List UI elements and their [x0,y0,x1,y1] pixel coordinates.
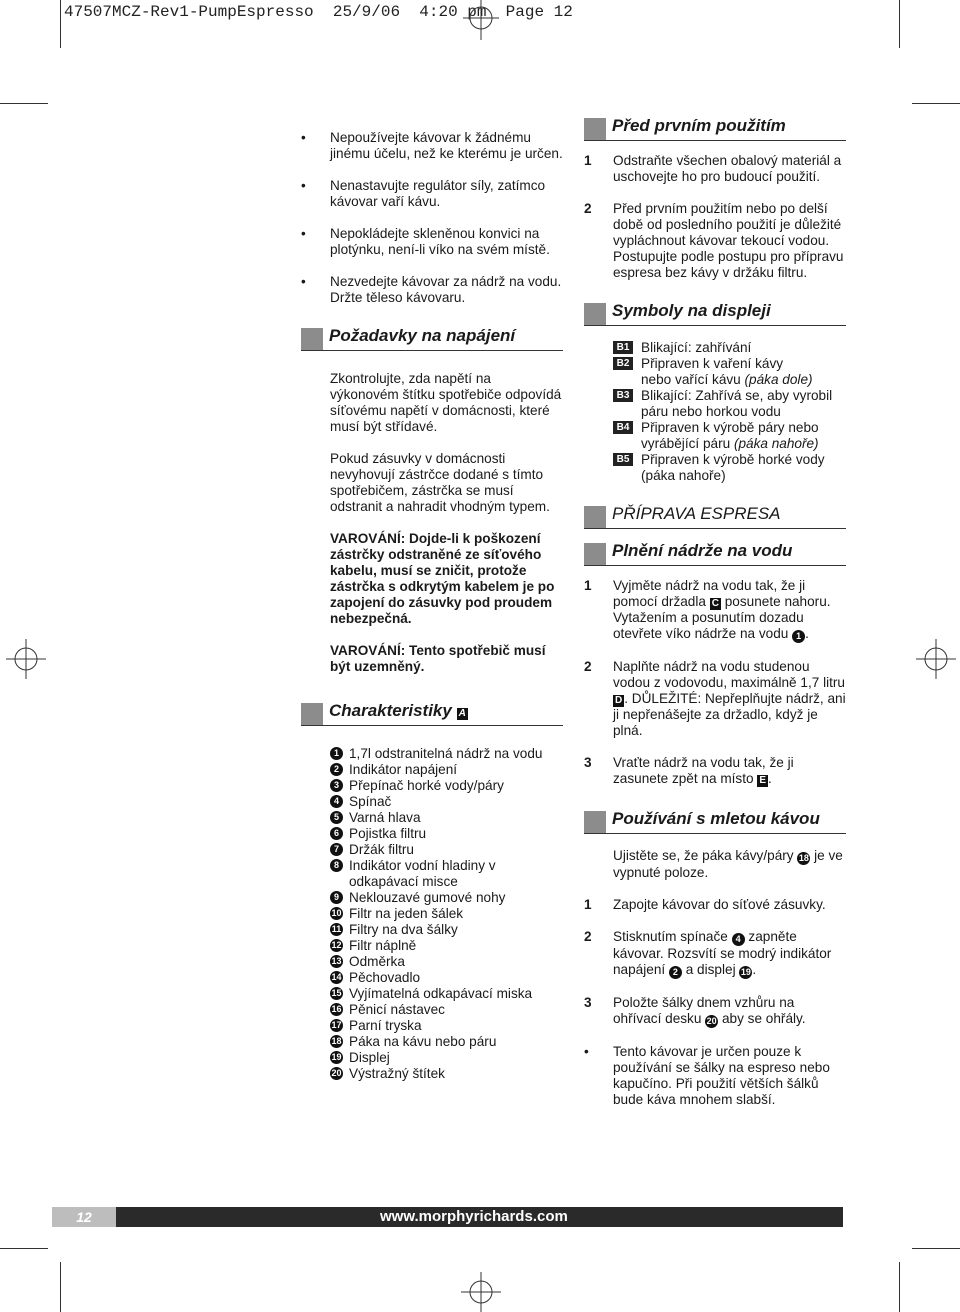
callout-number: 11 [331,924,342,934]
callout-number: 3 [330,779,343,792]
feature-item [301,922,563,938]
feature-label: Výstražný štítek [349,1066,445,1081]
crop-mark [899,0,900,48]
callout-number: 16 [331,1004,342,1014]
symbols-list [584,340,846,484]
section-heading-first-use: Před prvním použitím [584,118,846,141]
numbered-step: 1 Vyjměte nádrž na vodu tak, že ji pomocí držadla C posunete nahoru. Vytažením a posunutím dozadu otevřete víko nádrže na vodu 1 . [584,578,831,641]
symbol-label: Blikající: Zahřívá se, aby vyrobil [641,388,833,403]
heading-square [301,703,323,725]
features-list [301,746,563,1082]
section-heading-prep: PŘÍPRAVA ESPRESA [584,506,846,529]
symbol-item [584,452,846,484]
display-symbol-icon: B3 [613,389,633,402]
crop-mark [0,1248,48,1249]
feature-label: Pěchovadlo [349,970,421,985]
feature-item [301,1034,563,1050]
figure-label-box: D [615,695,623,706]
feature-label: Displej [349,1050,390,1065]
feature-item [301,1066,563,1082]
crop-mark [912,103,960,104]
callout-number: 19 [331,1052,342,1062]
symbol-label-cont: páru nebo horkou vodu [641,404,781,419]
feature-item [301,954,563,970]
symbol-label-cont: (páka nahoře) [641,468,726,483]
feature-label: Spínač [349,794,392,809]
warning-text: VAROVÁNÍ: Tento spotřebič musí být uzemněný. [330,643,546,674]
figure-label-box: C [711,598,719,609]
callout-number: 13 [331,956,342,966]
callout-number: 1 [330,747,343,760]
callout-number: 4 [330,795,343,808]
callout-number: 6 [330,827,343,840]
symbol-label-cont: nebo vařící kávu (páka dole) [641,372,813,387]
figure-label-box: E [759,775,766,786]
symbol-item [584,388,846,420]
bullet-item: • Nepoužívejte kávovar k žádnému jinému účelu, než ke kterému je určen. [301,130,563,162]
callout-number: 8 [330,859,343,872]
callout-number: 9 [330,891,343,904]
display-symbol-icon: B5 [613,453,633,466]
feature-label: Parní tryska [349,1018,422,1033]
heading-square [584,506,606,528]
symbol-label: Připraven k vaření kávy [641,356,784,371]
feature-item [301,986,563,1002]
callout-number: 2 [330,763,343,776]
feature-label: Pojistka filtru [349,826,427,841]
callout-number: 7 [330,843,343,856]
feature-item [301,826,563,842]
symbol-item [584,420,846,452]
feature-item [301,938,563,954]
bullet-item: • Nepokládejte skleněnou konvici na plotýnku, není-li víko na svém místě. [301,226,563,258]
symbol-label: Blikající: zahřívání [641,340,752,355]
heading-square [584,118,606,140]
section-heading-features: Charakteristiky A [301,703,563,726]
callout-number: 20 [706,1016,717,1026]
numbered-step: 3 Vraťte nádrž na vodu tak, že ji zasunete zpět na místo E . [584,755,794,786]
heading-square [584,303,606,325]
crop-mark [899,1262,900,1312]
feature-label: Odměrka [349,954,405,969]
symbol-label: Připraven k výrobě páry nebo [641,420,819,435]
feature-label: 1,7l odstranitelná nádrž na vodu [349,746,543,761]
feature-label: Pěnicí nástavec [349,1002,445,1017]
feature-item [301,842,563,858]
crop-mark [60,1262,61,1312]
symbol-item [584,340,846,356]
power-paragraph: Zkontrolujte, zda napětí na výkonovém štítku spotřebiče odpovídá síťovému napětí v domácnosti, které musí být střídavé. [330,371,562,434]
feature-label: Indikátor vodní hladiny v odkapávací misce [349,858,496,889]
feature-item [301,778,563,794]
callout-number: 19 [740,967,751,977]
section-heading-power: Požadavky na napájení [301,328,563,351]
heading-square [584,543,606,565]
registration-mark-top [461,0,501,40]
section-heading-fill: Plnění nádrže na vodu [584,543,846,566]
feature-label: Neklouzavé gumové nohy [349,890,506,905]
feature-label: Filtr náplně [349,938,417,953]
numbered-step: 3 Položte šálky dnem vzhůru na ohřívací desku 20 aby se ohřály. [584,995,806,1026]
callout-number: 15 [331,988,342,998]
feature-item [301,746,563,762]
bullet-item: • Nenastavujte regulátor síly, zatímco kávovar vaří kávu. [301,178,563,210]
feature-item [301,890,563,906]
symbol-label: Připraven k výrobě horké vody [641,452,825,467]
section-heading-ground-coffee: Používání s mletou kávou [584,811,846,834]
callout-number: 12 [331,940,342,950]
feature-item [301,1050,563,1066]
registration-mark-right [916,639,956,679]
section-heading-symbols: Symboly na displeji [584,303,846,326]
symbol-label-cont: vyrábějící páru (páka nahoře) [641,436,819,451]
registration-mark-bottom [461,1272,501,1312]
power-paragraph: Pokud zásuvky v domácnosti nevyhovují zástrčce dodané s tímto spotřebičem, zástrčka se musí odstranit a nahradit vhodným typem. [330,451,550,514]
callout-number: 5 [330,811,343,824]
feature-item [301,794,563,810]
callout-number: 4 [732,933,745,946]
feature-item [301,858,563,890]
bullet-item: • Nezvedejte kávovar za nádrž na vodu. Držte těleso kávovaru. [301,274,563,306]
crop-mark [60,0,61,48]
feature-label: Indikátor napájení [349,762,458,777]
numbered-step: 2 Před prvním použitím nebo po delší době od posledního použití je důležité vypláchnout kávovar tekoucí vodou. Postupujte podle postupu pro přípravu espresa bez kávy v držáku filtru. [584,201,844,280]
print-slug: 47507MCZ-Rev1-PumpEspresso 25/9/06 4:20 pm Page 12 [64,3,573,21]
display-symbol-icon: B1 [613,341,633,354]
footer-url: www.morphyrichards.com [380,1208,568,1225]
callout-number: 14 [331,972,342,982]
callout-number: 10 [331,908,342,918]
crop-mark [0,103,48,104]
warning-text: VAROVÁNÍ: Dojde-li k poškození zástrčky odstraněné ze síťového kabelu, musí se zničit, protože zástrčka s odkrytým kabelem je po zapojení do zásuvky pod proudem nebezpečná. [330,531,555,626]
display-symbol-icon: B4 [613,421,633,434]
callout-number: 18 [331,1036,342,1046]
heading-square [584,811,606,833]
callout-number: 17 [331,1020,342,1030]
bullet-item: • Tento kávovar je určen pouze k používání se šálky na espreso nebo kapučíno. Při použití větších šálků bude káva mnohem slabší. [584,1044,846,1108]
feature-item [301,970,563,986]
registration-mark-left [6,639,46,679]
numbered-step: 1 Zapojte kávovar do síťové zásuvky. [584,897,826,912]
numbered-step: 2 Stisknutím spínače 4 zapněte kávovar. Rozsvítí se modrý indikátor napájení 2 a displej 19 . [584,929,832,977]
figure-label-box: A [458,708,466,719]
numbered-step: 2 Naplňte nádrž na vodu studenou vodou z vodovodu, maximálně 1,7 litru D . DŮLEŽITÉ: Nepřeplňujte nádrž, ani ji nepřenášejte za držadlo, když je plná. [584,659,846,738]
feature-label: Filtry na dva šálky [349,922,458,937]
feature-label: Varná hlava [349,810,421,825]
crop-mark [912,1248,960,1249]
right-column [584,118,846,1124]
feature-item [301,1018,563,1034]
feature-item [301,810,563,826]
callout-number: 2 [669,966,682,979]
callout-number: 20 [331,1068,342,1078]
feature-label: Páka na kávu nebo páru [349,1034,497,1049]
feature-label: Držák filtru [349,842,414,857]
feature-item [301,906,563,922]
feature-label: Přepínač horké vody/páry [349,778,504,793]
page-number: 12 [52,1207,116,1227]
feature-label: Filtr na jeden šálek [349,906,464,921]
callout-number: 1 [792,630,805,643]
feature-label: Vyjímatelná odkapávací miska [349,986,533,1001]
left-column [301,130,563,1082]
symbol-item [584,356,846,388]
feature-item [301,1002,563,1018]
numbered-step: 1 Odstraňte všechen obalový materiál a uschovejte ho pro budoucí použití. [584,153,842,184]
intro-paragraph: Ujistěte se, že páka kávy/páry 18 je ve vypnuté poloze. [613,848,843,880]
heading-square [301,328,323,350]
feature-item [301,762,563,778]
display-symbol-icon: B2 [613,357,633,370]
callout-number: 18 [798,853,809,863]
